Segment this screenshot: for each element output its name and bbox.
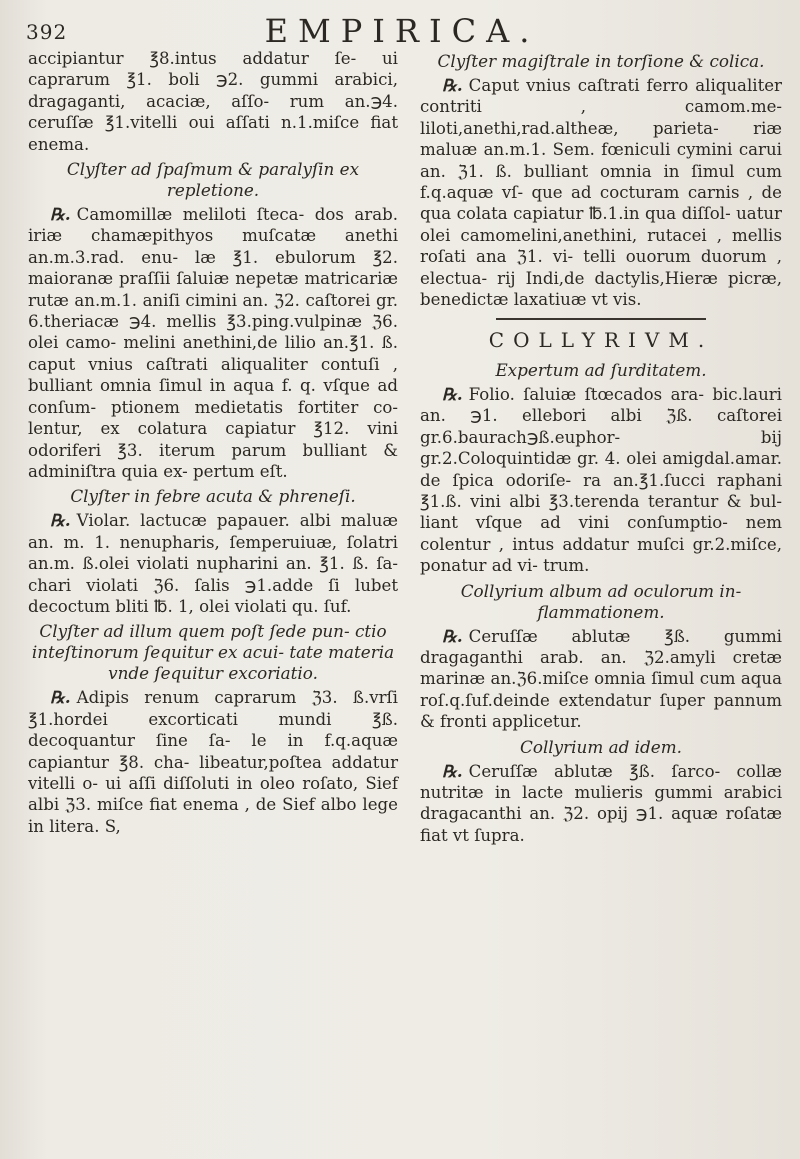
recipe-heading: Expertum ad ſurditatem.	[495, 359, 707, 380]
recipe-symbol: ℞.	[442, 383, 463, 404]
recipe-text: ℞. Ceruſſæ ablutæ ℥ß. gummi dragaganthi arab. an. ℨ2.amyli cretæ marinæ an.ℨ6.miſce omnia ſimul cum aqua roſ.q.ſuf.deinde extendatur ſuper pannum & fronti applicetur.	[420, 625, 782, 732]
recipe-text: ℞. Folio. ſaluiæ ſtœcados ara- bic.lauri an. ℈1. ellebori albi ℨß. caſtorei gr.6.baurach℈ß.euphor- bij gr.2.Coloquintidæ gr. 4. olei amigdal.amar. de ſpica odoriſe- ra an.℥1.ſucci raphani ℥1.ß. vini albi ℥3.terenda terantur & bul- liant vſque ad vini conſumptio- nem colentur , intus addatur muſci gr.2.miſce, ponatur ad vi- trum.	[420, 383, 782, 576]
recipe-heading: Clyſter ad illum quem poſt ſede pun- ctio inteſtinorum ſequitur ex acui- tate materia vnde ſequitur excoriatio.	[31, 621, 395, 684]
recipe-text: ℞. Adipis renum caprarum ℨ3. ß.vrſi ℥1.hordei excorticati mundi ℥ß. decoquantur ſine ſa- le in f.q.aquæ capiantur ℥8. cha- libeatur,poſtea addatur vitelli o- ui aſſi diſſoluti in oleo roſato, Sief albi ℨ3. miſce fiat enema , de Sief albo lege in litera. S,	[28, 687, 398, 836]
section-title: COLLYRIVM.	[488, 328, 714, 353]
recipe-symbol: ℞.	[50, 204, 71, 225]
recipe-heading: Collyrium ad idem.	[520, 736, 682, 757]
recipe-heading: Clyſter ad ſpaſmum & paralyſin ex repletione.	[66, 159, 360, 201]
recipe-text: ℞. Camomillæ meliloti ſteca- dos arab. iriæ chamæpithyos muſcatæ anethi an.m.3.rad. enu- læ ℥1. ebulorum ℥2. maioranæ praſſii ſaluiæ nepetæ matricariæ rutæ an.m.1. aniſi cimini an. ℨ2. caſtorei gr. 6.theriacæ ℈4. mellis ℥3.ping.vulpinæ ℨ6. olei camo- melini anethini,de lilio an.℥1. ß. caput vnius caſtrati aliqualiter contuſi , bulliant omnia ſimul in aqua f. q. vſque ad conſum- ptionem medietatis fortiter co- lentur, ex colatura capiatur ℥12. vini odoriferi ℥3. iterum parum bulliant & adminiſtra quia ex- pertum eſt.	[28, 204, 398, 481]
recipe-heading: Clyſter in febre acuta & phreneſi.	[70, 486, 356, 507]
recipe-symbol: ℞.	[50, 510, 71, 531]
recipe-symbol: ℞.	[50, 687, 71, 708]
right-column	[420, 48, 782, 850]
recipe-heading: Clyſter magiſtrale in torſione & colica.	[437, 51, 765, 71]
recipe-heading: Collyrium album ad oculorum in- flammationem.	[460, 580, 742, 622]
recipe-symbol: ℞.	[442, 760, 463, 781]
recipe-text: accipiantur ℥8.intus addatur ſe- ui caprarum ℥1. boli ℈2. gummi arabici, dragaganti, acaciæ, aſſo- rum an.℈4. ceruſſæ ℥1.vitelli oui aſſati n.1.miſce fiat enema.	[28, 49, 398, 154]
left-column	[28, 48, 398, 841]
section-divider	[496, 318, 706, 320]
recipe-text: ℞. Violar. lactucæ papauer. albi maluæ an. m. 1. nenupharis, ſemperuiuæ, ſolatri an.m. ß.olei violati nupharini an. ℥1. ß. ſa- chari violati ℨ6. ſalis ℈1.adde ſi lubet decoctum bliti ℔. 1, olei violati qu. ſuf.	[28, 510, 398, 616]
recipe-symbol: ℞.	[442, 625, 463, 646]
page-header	[22, 12, 782, 48]
recipe-text: ℞. Ceruſſæ ablutæ ℥ß. ſarco- collæ nutritæ in lacte mulieris gummi arabici dragacanthi an. ℨ2. opij ℈1. aquæ roſatæ fiat vt ſupra.	[420, 760, 782, 845]
recipe-text: ℞. Caput vnius caſtrati ferro aliqualiter contriti , camom.me- liloti,anethi,rad.altheæ, parieta- riæ maluæ an.m.1. Sem. fœniculi cymini carui an. ℨ1. ß. bulliant omnia in ſimul cum f.q.aquæ vſ- que ad cocturam carnis , de qua colata capiatur ℔.1.in qua diſſol- uatur olei camomelini,anethini, rutacei , mellis roſati ana ℨ1. vi- telli ouorum duorum , electua- rij Indi,de dactylis,Hieræ picræ, benedictæ laxatiuæ vt vis.	[420, 75, 782, 310]
page-number: 392	[26, 20, 68, 44]
running-title: EMPIRICA.	[264, 12, 540, 50]
recipe-symbol: ℞.	[442, 75, 463, 95]
